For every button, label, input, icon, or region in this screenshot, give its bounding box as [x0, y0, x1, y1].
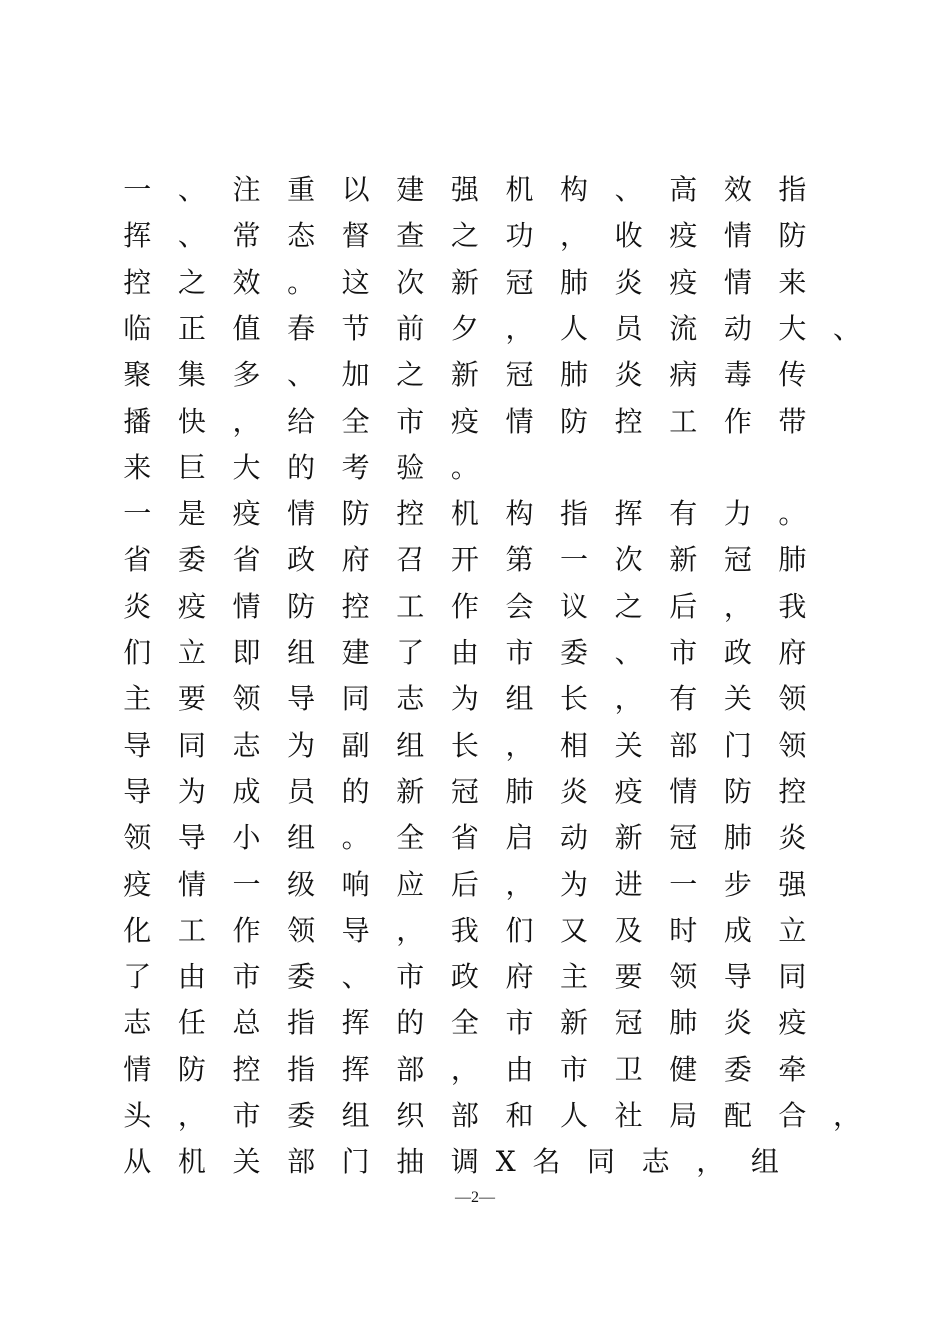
text-line: 疫 情 一 级 响 应 后 ， 为 进 一 步 强	[123, 867, 807, 901]
text-line: 一 是 疫 情 防 控 机 构 指 挥 有 力 。	[123, 497, 807, 531]
page-number: —2—	[455, 1189, 495, 1206]
text-line: 从 机 关 部 门 抽 调 X 名 同 志 ， 组	[123, 1145, 779, 1179]
text-line: 导 同 志 为 副 组 长 ， 相 关 部 门 领	[123, 728, 807, 762]
text-line: 控 之 效 。 这 次 新 冠 肺 炎 疫 情 来	[123, 265, 807, 299]
text-line: 播 快 ， 给 全 市 疫 情 防 控 工 作 带	[123, 404, 807, 438]
text-line: 聚 集 多 、 加 之 新 冠 肺 炎 病 毒 传	[123, 358, 807, 392]
text-line: 省 委 省 政 府 召 开 第 一 次 新 冠 肺	[123, 543, 807, 577]
text-line: 情 防 控 指 挥 部 ， 由 市 卫 健 委 牵	[123, 1052, 807, 1086]
text-line: 临 正 值 春 节 前 夕 ， 人 员 流 动 大 、	[123, 311, 862, 345]
text-line: 挥 、 常 态 督 查 之 功 ， 收 疫 情 防	[123, 219, 807, 253]
text-line: 了 由 市 委 、 市 政 府 主 要 领 导 同	[123, 960, 807, 994]
text-line: 们 立 即 组 建 了 由 市 委 、 市 政 府	[123, 636, 807, 669]
text-line: 主 要 领 导 同 志 为 组 长 ， 有 关 领	[123, 682, 807, 716]
text-line: 头 ， 市 委 组 织 部 和 人 社 局 配 合 ，	[123, 1099, 862, 1132]
text-line: 一 、 注 重 以 建 强 机 构 、 高 效 指	[123, 173, 807, 206]
text-line: 领 导 小 组 。 全 省 启 动 新 冠 肺 炎	[123, 821, 807, 855]
text-line: 炎 疫 情 防 控 工 作 会 议 之 后 ， 我	[123, 589, 807, 623]
text-line: 导 为 成 员 的 新 冠 肺 炎 疫 情 防 控	[123, 774, 807, 808]
text-line: 化 工 作 领 导 ， 我 们 又 及 时 成 立	[123, 913, 807, 947]
text-line: 来 巨 大 的 考 验 。	[123, 450, 479, 484]
text-line: 志 任 总 指 挥 的 全 市 新 冠 肺 炎 疫	[123, 1006, 807, 1040]
